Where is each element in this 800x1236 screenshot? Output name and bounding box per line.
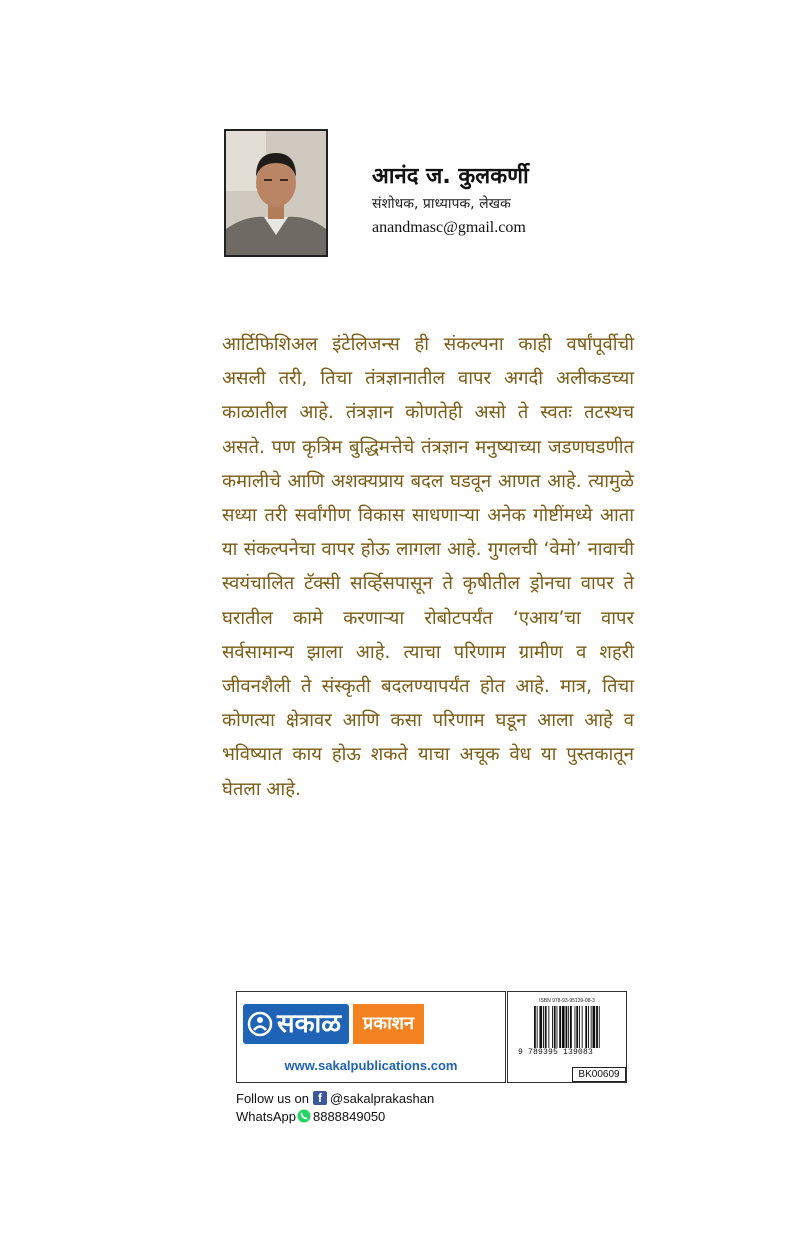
author-portrait-image — [226, 131, 326, 255]
follow-us-row — [236, 1089, 434, 1107]
author-name: आनंद ज. कुलकर्णी — [372, 164, 529, 189]
author-info — [372, 163, 529, 239]
sakal-logo-text: सकाळ — [277, 1009, 342, 1039]
publisher-logo — [243, 1004, 424, 1044]
author-photo — [224, 129, 328, 257]
author-role: संशोधक, प्राध्यापक, लेखक — [372, 196, 511, 212]
facebook-icon[interactable]: f — [313, 1091, 327, 1105]
whatsapp-icon[interactable] — [297, 1109, 311, 1123]
barcode-digits: 9 789395 139083 — [518, 1048, 594, 1057]
barcode-bars-icon — [534, 1006, 620, 1048]
prakashan-logo-text: प्रकाशन — [353, 1004, 424, 1044]
publisher-box — [236, 991, 506, 1083]
isbn-text: ISBN 978-93-95139-08-3 — [539, 998, 595, 1004]
whatsapp-number[interactable]: 8888849050 — [312, 1108, 386, 1124]
whatsapp-row — [236, 1107, 385, 1125]
sakal-emblem-icon — [247, 1011, 273, 1037]
facebook-handle[interactable]: @sakalprakashan — [329, 1090, 435, 1106]
whatsapp-label: WhatsApp — [236, 1108, 296, 1124]
author-email: anandmasc@gmail.com — [372, 219, 526, 236]
follow-label: Follow us on — [236, 1090, 309, 1106]
publisher-website[interactable]: www.sakalpublications.com — [284, 1058, 458, 1073]
book-code: BK00609 — [572, 1067, 626, 1082]
sakal-logo-mark — [243, 1004, 349, 1044]
book-blurb: आर्टिफिशिअल इंटेलिजन्स ही संकल्पना काही वर्षांपूर्वीची असली तरी, तिचा तंत्रज्ञानातील वापर अगदी अलीकडच्या काळातील आहे. तंत्रज्ञान कोणतेही असो ते स्वतः तटस्थच असते. पण कृत्रिम बुद्धिमत्तेचे तंत्रज्ञान मनुष्याच्या जडणघडणीत कमालीचे आणि अशक्यप्राय बदल घडवून आणत आहे. त्यामुळे सध्या तरी सर्वांगीण विकास साधणाऱ्या अनेक गोष्टींमध्ये आता या संकल्पनेचा वापर होऊ लागला आहे. गुगलची ‘वेमो’ नावाची स्वयंचालित टॅक्सी सर्व्हिसपासून ते कृषीतील ड्रोनचा वापर ते घरातील कामे करणाऱ्या रोबोटपर्यंत ‘एआय’चा वापर सर्वसामान्य झाला आहे. त्याचा परिणाम ग्रामीण व शहरी जीवनशैली ते संस्कृती बदलण्यापर्यंत होत आहे. मात्र, तिचा कोणत्या क्षेत्रावर आणि कसा परिणाम घडून आला आहे व भविष्यात काय होऊ शकते याचा अचूक वेध या पुस्तकातून घेतला आहे. — [222, 334, 634, 800]
